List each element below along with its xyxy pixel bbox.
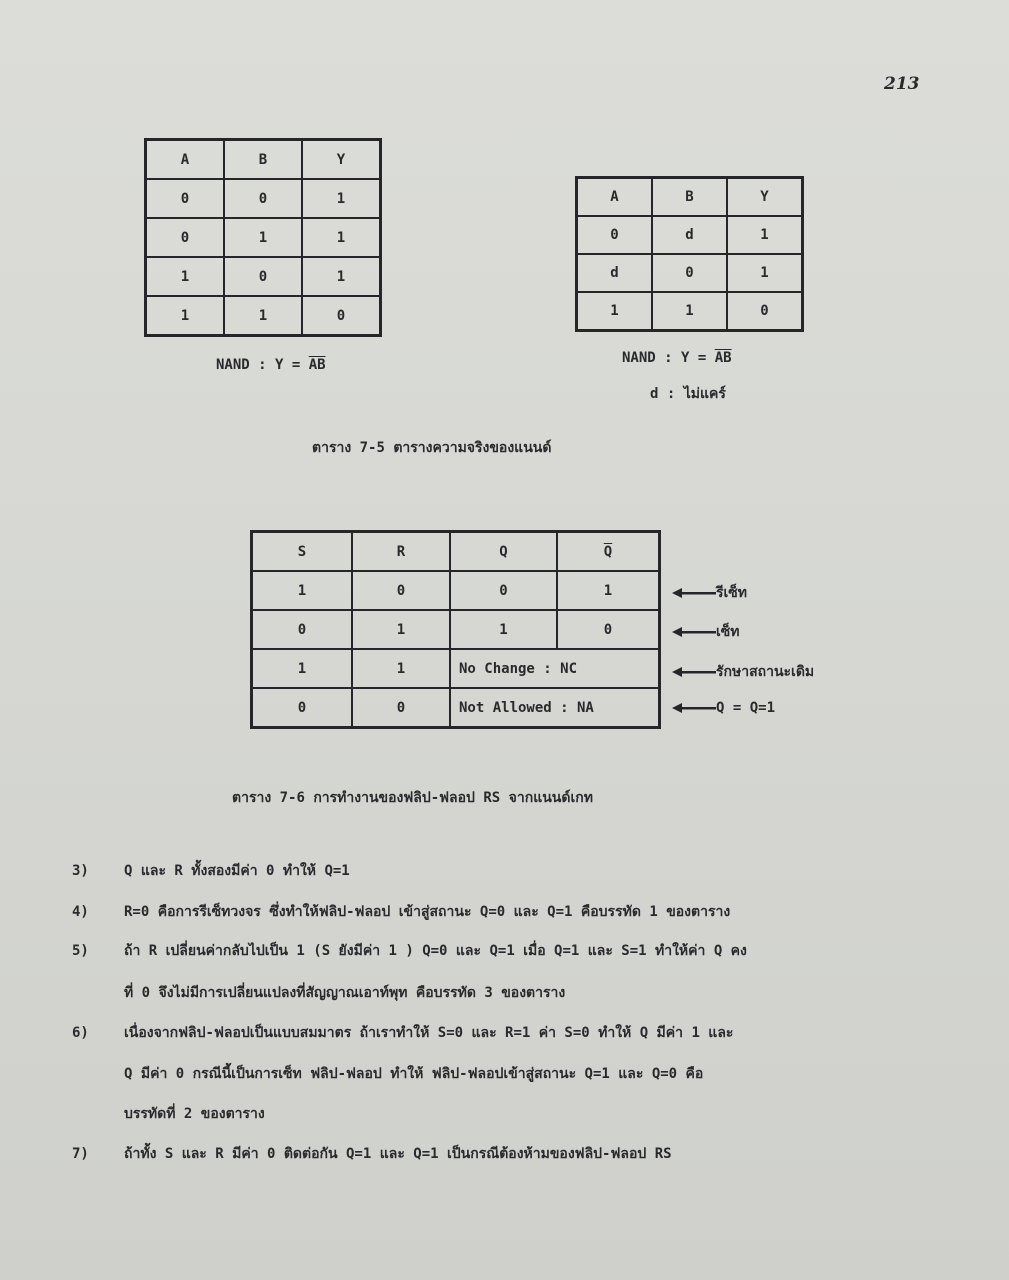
annotation-not-allowed (672, 700, 775, 716)
left-arrow-icon (672, 588, 716, 598)
table-row (146, 296, 381, 336)
annotation-set (672, 621, 740, 643)
list-number: 6) (72, 1025, 89, 1041)
table-row (252, 649, 660, 688)
list-number: 3) (72, 863, 89, 879)
cell: 1 (302, 218, 381, 257)
cell: 1 (652, 292, 727, 331)
paragraph-6 (72, 1022, 733, 1044)
cell: 0 (577, 216, 653, 254)
caption-table-7-5: ตาราง 7-5 ตารางความจริงของแนนด์ (312, 440, 552, 456)
nand-truth-table-full (144, 138, 382, 337)
list-number: 4) (72, 904, 89, 920)
cell-no-change: No Change : NC (450, 649, 660, 688)
cell: 0 (146, 179, 225, 218)
header-b: B (224, 140, 302, 180)
rs-flipflop-table (250, 530, 661, 729)
header-y: Y (727, 178, 803, 217)
annotation-text: Q = Q=1 (716, 700, 776, 716)
table-header-row (577, 178, 803, 217)
cell: d (652, 216, 727, 254)
cell: 1 (224, 296, 302, 336)
cell: 1 (302, 179, 381, 218)
cell: 1 (224, 218, 302, 257)
cell: 1 (727, 216, 803, 254)
table-row (252, 571, 660, 610)
header-a: A (577, 178, 653, 217)
cell: 1 (146, 257, 225, 296)
paragraph-text: Q และ R ทั้งสองมีค่า 0 ทำให้ Q=1 (124, 863, 350, 879)
cell: 1 (577, 292, 653, 331)
cell: 0 (224, 179, 302, 218)
annotation-hold (672, 661, 814, 683)
nand-equation-right (622, 350, 732, 366)
caption-table-7-6: ตาราง 7-6 การทำงานของฟลิป-ฟลอป RS จากแนนด์เกท (232, 790, 593, 806)
paragraph-4 (72, 901, 730, 923)
header-y: Y (302, 140, 381, 180)
cell: 0 (146, 218, 225, 257)
paragraph-6-continued-2: บรรทัดที่ 2 ของตาราง (124, 1106, 265, 1122)
paragraph-6-continued: Q มีค่า 0 กรณีนี้เป็นการเซ็ท ฟลิป-ฟลอป ทำให้ ฟลิป-ฟลอปเข้าสู่สถานะ Q=1 และ Q=0 คือ (124, 1066, 704, 1082)
cell: 1 (352, 610, 450, 649)
nand-equation-left (216, 357, 326, 373)
cell: 0 (252, 610, 353, 649)
paragraph-7 (72, 1143, 672, 1165)
equation-prefix: NAND : Y = (216, 357, 309, 373)
table-row (252, 610, 660, 649)
table-row (577, 254, 803, 292)
header-b: B (652, 178, 727, 217)
cell: 0 (557, 610, 660, 649)
equation-prefix: NAND : Y = (622, 350, 715, 366)
header-q-bar: $\overline{Q}$ (557, 532, 660, 572)
table-row (146, 179, 381, 218)
left-arrow-icon (672, 703, 716, 713)
left-arrow-icon (672, 627, 716, 637)
paragraph-5 (72, 940, 747, 962)
nand-truth-table-dontcare (575, 176, 804, 332)
paragraph-text: R=0 คือการรีเซ็ทวงจร ซึ่งทำให้ฟลิป-ฟลอป เข้าสู่สถานะ Q=0 และ Q=1 คือบรรทัด 1 ของตาราง (124, 904, 731, 920)
paragraph-5-continued: ที่ 0 จึงไม่มีการเปลี่ยนแปลงที่สัญญาณเอาท์พุท คือบรรทัด 3 ของตาราง (124, 985, 566, 1001)
cell: 1 (252, 649, 353, 688)
list-number: 7) (72, 1146, 89, 1162)
equation-expr: $\overline{AB}$ (308, 357, 326, 373)
table-header-row (252, 532, 660, 572)
table-row (252, 688, 660, 728)
paragraph-text: ถ้าทั้ง S และ R มีค่า 0 ติดต่อกัน Q=1 และ Q=1 เป็นกรณีต้องห้ามของฟลิป-ฟลอป RS (124, 1146, 672, 1162)
annotation-text: รักษาสถานะเดิม (716, 664, 815, 680)
cell-not-allowed: Not Allowed : NA (450, 688, 660, 728)
header-a: A (146, 140, 225, 180)
paragraph-3 (72, 860, 350, 882)
cell: 1 (302, 257, 381, 296)
paragraph-text: เนื่องจากฟลิป-ฟลอปเป็นแบบสมมาตร ถ้าเราทำให้ S=0 และ R=1 ค่า S=0 ทำให้ Q มีค่า 1 และ (124, 1025, 734, 1041)
cell: 1 (450, 610, 557, 649)
cell: 0 (727, 292, 803, 331)
cell: 1 (146, 296, 225, 336)
annotation-reset (672, 582, 747, 604)
cell: 0 (352, 571, 450, 610)
cell: 1 (727, 254, 803, 292)
cell: 0 (352, 688, 450, 728)
page-number: 213 (884, 74, 920, 94)
cell: 0 (450, 571, 557, 610)
dont-care-note: d : ไม่แคร์ (650, 386, 726, 402)
left-arrow-icon (672, 667, 716, 677)
header-q: Q (450, 532, 557, 572)
paragraph-text: ถ้า R เปลี่ยนค่ากลับไปเป็น 1 (S ยังมีค่า 1 ) Q=0 และ Q=1 เมื่อ Q=1 และ S=1 ทำให้ค่า Q คง (124, 943, 747, 959)
table-row (577, 216, 803, 254)
annotation-text: เซ็ท (716, 624, 740, 640)
cell: d (577, 254, 653, 292)
cell: 1 (352, 649, 450, 688)
header-s: S (252, 532, 353, 572)
table-row (146, 218, 381, 257)
header-r: R (352, 532, 450, 572)
cell: 0 (302, 296, 381, 336)
table-row (146, 257, 381, 296)
equation-expr: $\overline{AB}$ (714, 350, 732, 366)
list-number: 5) (72, 943, 89, 959)
annotation-text: รีเซ็ท (716, 585, 748, 601)
cell: 0 (652, 254, 727, 292)
table-row (577, 292, 803, 331)
cell: 1 (252, 571, 353, 610)
table-header-row (146, 140, 381, 180)
cell: 0 (224, 257, 302, 296)
cell: 0 (252, 688, 353, 728)
cell: 1 (557, 571, 660, 610)
